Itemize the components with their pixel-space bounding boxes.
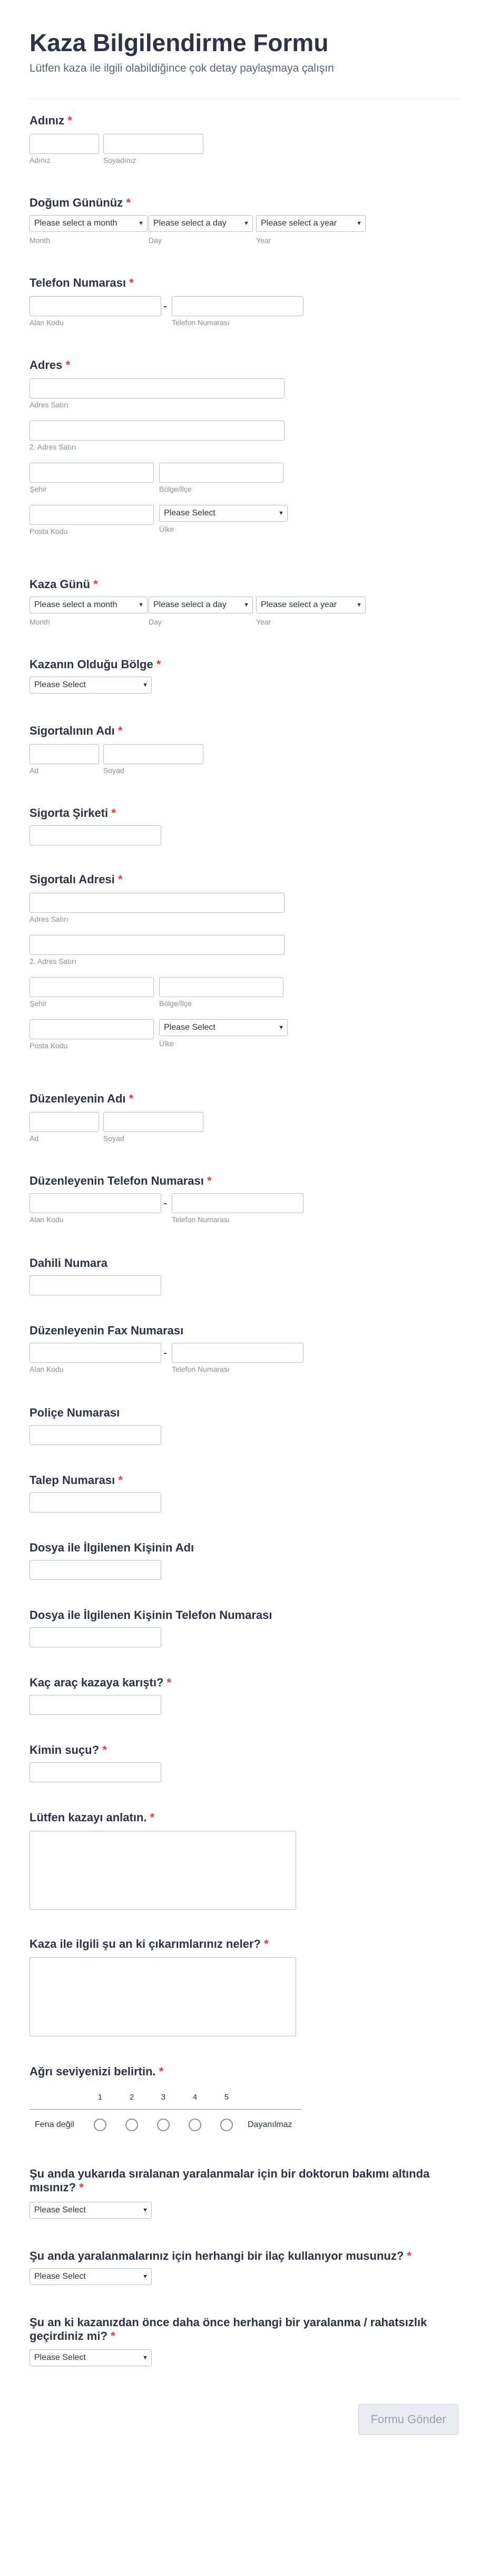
insured-first-sublabel: Ad — [30, 766, 39, 775]
address-line2-input[interactable] — [30, 421, 285, 441]
issuer-last-name-input[interactable] — [103, 1112, 203, 1132]
insured-last-sublabel: Soyad — [103, 766, 124, 775]
accident-region-label: Kazanın Olduğu Bölge * — [30, 658, 161, 671]
form-container — [30, 0, 460, 2576]
first-name-input[interactable] — [30, 134, 99, 154]
fax-separator: - — [163, 1346, 168, 1359]
insured-address-state-sublabel: Bölge/İlçe — [159, 999, 192, 1008]
address-city-sublabel: Şehir — [30, 485, 47, 493]
insured-address-line1-sublabel: Adres Satırı — [30, 915, 68, 923]
file-contact-name-input[interactable] — [30, 1560, 161, 1580]
phone-number-input[interactable] — [172, 296, 303, 316]
pain-level-label: Ağrı seviyenizi belirtin. * — [30, 2065, 164, 2078]
chevron-down-icon: ▼ — [278, 1024, 284, 1031]
insured-address-line1-input[interactable] — [30, 893, 285, 913]
issuer-last-sublabel: Soyad — [103, 1134, 124, 1143]
issuer-fax-label: Düzenleyenin Fax Numarası — [30, 1324, 184, 1337]
insured-address-country-sublabel: Ülke — [159, 1039, 174, 1048]
file-contact-phone-input[interactable] — [30, 1627, 161, 1647]
insured-last-name-input[interactable] — [103, 744, 203, 764]
file-contact-phone-label: Dosya ile İlgilenen Kişinin Telefon Numarası — [30, 1608, 272, 1622]
phone-label: Telefon Numarası * — [30, 276, 134, 289]
chevron-down-icon: ▼ — [142, 682, 148, 688]
submit-button[interactable]: Formu Gönder — [358, 2404, 458, 2435]
issuer-phone-label: Düzenleyenin Telefon Numarası * — [30, 1174, 212, 1187]
chevron-down-icon: ▼ — [243, 220, 249, 227]
pain-scale-number-4: 4 — [192, 2093, 198, 2102]
fault-label: Kimin suçu? * — [30, 1743, 107, 1757]
pain-scale-divider — [30, 2109, 301, 2110]
insured-name-label: Sigortalının Adı * — [30, 724, 123, 737]
insured-address-state-input[interactable] — [159, 977, 283, 997]
birth-year-select[interactable]: Please select a year ▼ — [256, 215, 366, 232]
insured-address-line2-sublabel: 2. Adres Satırı — [30, 957, 76, 965]
policy-number-label: Poliçe Numarası — [30, 1406, 120, 1419]
insurance-company-input[interactable] — [30, 825, 161, 845]
fax-area-sublabel: Alan Kodu — [30, 1365, 64, 1373]
accident-year-select[interactable]: Please select a year ▼ — [256, 597, 366, 613]
insured-address-country-select[interactable]: Please Select ▼ — [159, 1019, 288, 1036]
issuer-phone-number-input[interactable] — [172, 1193, 303, 1213]
first-name-sublabel: Adınız — [30, 156, 51, 164]
phone-number-sublabel: Telefon Numarası — [172, 318, 230, 327]
pain-level-radio-2[interactable] — [125, 2119, 138, 2131]
chevron-down-icon: ▼ — [142, 2207, 148, 2213]
birth-year-sublabel: Year — [256, 236, 271, 245]
insured-address-city-input[interactable] — [30, 977, 154, 997]
pain-level-radio-3[interactable] — [157, 2119, 170, 2131]
chevron-down-icon: ▼ — [278, 510, 284, 516]
pain-scale-right-label: Dayanılmaz — [248, 2120, 292, 2129]
doctor-care-select[interactable]: Please Select ▼ — [30, 2202, 152, 2219]
pain-scale-left-label: Fena değil — [35, 2120, 74, 2129]
address-city-input[interactable] — [30, 463, 154, 483]
phone-area-input[interactable] — [30, 296, 161, 316]
accident-day-sublabel: Day — [149, 618, 162, 626]
last-name-input[interactable] — [103, 134, 203, 154]
extension-label: Dahili Numara — [30, 1256, 107, 1270]
chevron-down-icon: ▼ — [142, 2273, 148, 2280]
vehicle-count-label: Kaç araç kazaya karıştı? * — [30, 1676, 172, 1689]
insured-address-label: Sigortalı Adresi * — [30, 873, 123, 886]
accident-region-select[interactable]: Please Select ▼ — [30, 677, 152, 694]
medication-label: Şu anda yaralanmalarınız için herhangi bir ilaç kullanıyor musunuz? * — [30, 2249, 411, 2262]
chevron-down-icon: ▼ — [356, 602, 362, 608]
phone-separator: - — [163, 299, 168, 313]
pain-scale-number-3: 3 — [161, 2093, 166, 2102]
insured-address-city-sublabel: Şehir — [30, 999, 47, 1008]
birth-day-select[interactable]: Please select a day ▼ — [149, 215, 253, 232]
accident-year-sublabel: Year — [256, 618, 271, 626]
doctor-care-label-line2: mısınız? * — [30, 2181, 84, 2194]
issuer-phone-separator: - — [163, 1196, 168, 1209]
address-country-select[interactable]: Please Select ▼ — [159, 505, 288, 522]
accident-month-sublabel: Month — [30, 618, 50, 626]
address-label: Adres * — [30, 358, 71, 372]
deductions-label: Kaza ile ilgili şu an ki çıkarımlarınız neler? * — [30, 1937, 269, 1950]
accident-date-label: Kaza Günü * — [30, 578, 98, 591]
medication-select[interactable]: Please Select ▼ — [30, 2268, 152, 2285]
pain-level-radio-4[interactable] — [189, 2119, 201, 2131]
prior-injury-label-line1: Şu an ki kazanızdan önce daha önce herhangi bir yaralanma / rahatsızlık — [30, 2316, 427, 2329]
phone-area-sublabel: Alan Kodu — [30, 318, 64, 327]
insured-address-postal-input[interactable] — [30, 1019, 154, 1039]
name-label: Adınız * — [30, 114, 72, 127]
insurance-company-label: Sigorta Şirketi * — [30, 806, 116, 819]
birth-day-sublabel: Day — [149, 236, 162, 245]
address-line2-sublabel: 2. Adres Satırı — [30, 443, 76, 451]
pain-scale-number-1: 1 — [97, 2093, 103, 2102]
extension-input[interactable] — [30, 1275, 161, 1295]
insured-address-line2-input[interactable] — [30, 935, 285, 955]
doctor-care-label-line1: Şu anda yukarıda sıralanan yaralanmalar için bir doktorun bakımı altında — [30, 2167, 430, 2180]
address-country-sublabel: Ülke — [159, 525, 174, 533]
address-postal-input[interactable] — [30, 505, 154, 525]
accident-day-select[interactable]: Please select a day ▼ — [149, 597, 253, 613]
insured-address-postal-sublabel: Posta Kodu — [30, 1041, 68, 1050]
deductions-textarea[interactable] — [30, 1957, 296, 2036]
pain-scale-number-5: 5 — [224, 2093, 229, 2102]
accident-month-select[interactable]: Please select a month ▼ — [30, 597, 148, 613]
address-line1-input[interactable] — [30, 378, 285, 398]
describe-textarea[interactable] — [30, 1831, 296, 1910]
issuer-phone-area-input[interactable] — [30, 1193, 161, 1213]
chevron-down-icon: ▼ — [138, 220, 144, 227]
chevron-down-icon: ▼ — [142, 2355, 148, 2361]
birth-month-sublabel: Month — [30, 236, 50, 245]
prior-injury-select[interactable]: Please Select ▼ — [30, 2349, 152, 2366]
claim-number-input[interactable] — [30, 1492, 161, 1513]
fax-area-input[interactable] — [30, 1343, 161, 1363]
chevron-down-icon: ▼ — [356, 220, 362, 227]
file-contact-name-label: Dosya ile İlgilenen Kişinin Adı — [30, 1541, 194, 1554]
issuer-phone-number-sublabel: Telefon Numarası — [172, 1215, 230, 1224]
prior-injury-label-line2: geçirdiniz mi? * — [30, 2329, 115, 2343]
form-subtitle: Lütfen kaza ile ilgili olabildiğince çok detay paylaşmaya çalışın — [30, 62, 334, 74]
address-state-input[interactable] — [159, 463, 283, 483]
describe-label: Lütfen kazayı anlatın. * — [30, 1811, 155, 1824]
issuer-phone-area-sublabel: Alan Kodu — [30, 1215, 64, 1224]
issuer-first-sublabel: Ad — [30, 1134, 39, 1143]
issuer-first-name-input[interactable] — [30, 1112, 99, 1132]
claim-number-label: Talep Numarası * — [30, 1474, 123, 1487]
address-postal-sublabel: Posta Kodu — [30, 527, 68, 535]
policy-number-input[interactable] — [30, 1425, 161, 1445]
address-line1-sublabel: Adres Satırı — [30, 401, 68, 409]
pain-scale-number-2: 2 — [129, 2093, 134, 2102]
fault-input[interactable] — [30, 1762, 161, 1782]
pain-level-radio-1[interactable] — [94, 2119, 106, 2131]
fax-number-sublabel: Telefon Numarası — [172, 1365, 230, 1373]
issuer-name-label: Düzenleyenin Adı * — [30, 1092, 134, 1105]
chevron-down-icon: ▼ — [138, 602, 144, 608]
insured-first-name-input[interactable] — [30, 744, 99, 764]
fax-number-input[interactable] — [172, 1343, 303, 1363]
address-state-sublabel: Bölge/İlçe — [159, 485, 192, 493]
last-name-sublabel: Soyadınız — [103, 156, 136, 164]
pain-level-radio-5[interactable] — [220, 2119, 233, 2131]
vehicle-count-input[interactable] — [30, 1695, 161, 1715]
chevron-down-icon: ▼ — [243, 602, 249, 608]
form-title: Kaza Bilgilendirme Formu — [30, 29, 329, 56]
birthdate-label: Doğum Gününüz * — [30, 196, 131, 209]
birth-month-select[interactable]: Please select a month ▼ — [30, 215, 148, 232]
